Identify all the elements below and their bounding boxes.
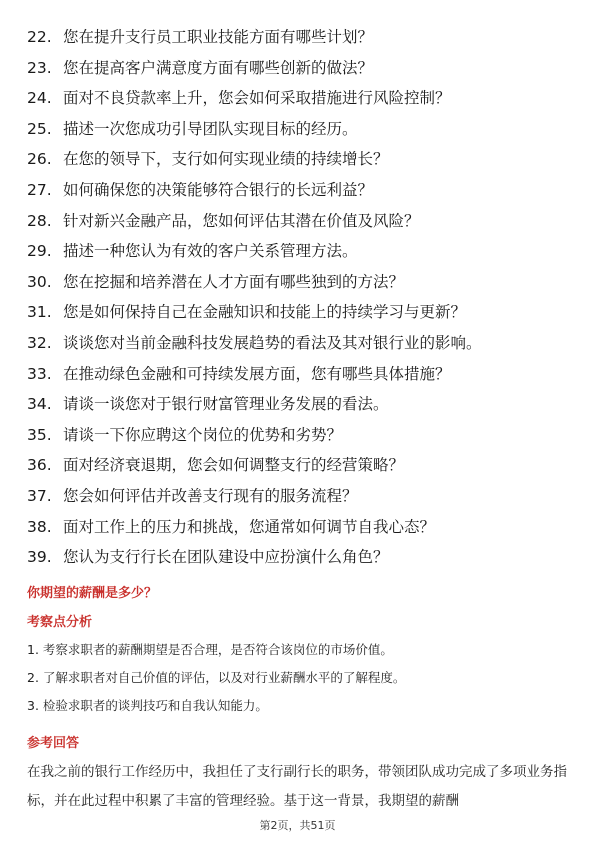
- question-number: 35.: [27, 425, 52, 444]
- question-number: 24.: [27, 89, 52, 108]
- question-number: 39.: [27, 548, 52, 567]
- question-text: 您在提升支行员工职业技能方面有哪些计划？: [63, 28, 374, 46]
- question-list: [27, 26, 572, 577]
- question-item: [27, 393, 572, 424]
- question-item: [27, 363, 572, 394]
- question-number: 23.: [27, 58, 52, 77]
- question-text: 请谈一下你应聘这个岗位的优势和劣势？: [63, 425, 343, 444]
- points-list: [27, 641, 405, 725]
- question-text: 您认为支行行长在团队建设中应扮演什么角色？: [63, 548, 389, 567]
- answer-heading: 参考回答: [27, 736, 80, 751]
- question-item: [27, 179, 572, 210]
- question-text: 您会如何评估并改善支行现有的服务流程？: [63, 486, 358, 505]
- question-item: [27, 118, 572, 149]
- question-number: 27.: [27, 180, 52, 199]
- question-number: 34.: [27, 395, 52, 414]
- question-number: 29.: [27, 242, 52, 261]
- question-text: 如何确保您的决策能够符合银行的长远利益？: [63, 180, 374, 199]
- question-item: [27, 210, 572, 241]
- question-item: [27, 516, 572, 547]
- highlight-question: 你期望的薪酬是多少？: [27, 586, 158, 601]
- question-number: 37.: [27, 486, 52, 505]
- question-item: [27, 454, 572, 485]
- question-number: 26.: [27, 150, 52, 169]
- question-item: [27, 148, 572, 179]
- question-item: [27, 546, 572, 577]
- points-heading: 考察点分析: [27, 615, 93, 630]
- question-item: [27, 271, 572, 302]
- question-item: [27, 26, 572, 57]
- point-item: 3. 检验求职者的谈判技巧和自我认知能力。: [27, 698, 268, 713]
- question-item: [27, 424, 572, 455]
- question-text: 在您的领导下，支行如何实现业绩的持续增长？: [63, 150, 389, 169]
- question-text: 针对新兴金融产品，您如何评估其潜在价值及风险？: [63, 211, 420, 230]
- point-item: 2. 了解求职者对自己价值的评估，以及对行业薪酬水平的了解程度。: [27, 670, 406, 685]
- question-item: [27, 240, 572, 271]
- question-text: 在推动绿色金融和可持续发展方面，您有哪些具体措施？: [63, 364, 451, 383]
- question-text: 面对不良贷款率上升，您会如何采取措施进行风险控制？: [63, 89, 451, 108]
- question-item: [27, 332, 572, 363]
- question-item: [27, 57, 572, 88]
- question-text: 面对工作上的压力和挑战，您通常如何调节自我心态？: [63, 517, 436, 536]
- question-number: 25.: [27, 119, 52, 138]
- question-text: 请谈一谈您对于银行财富管理业务发展的看法。: [63, 395, 389, 414]
- question-text: 您在挖掘和培养潜在人才方面有哪些独到的方法？: [63, 272, 405, 291]
- question-number: 31.: [27, 303, 52, 322]
- question-number: 33.: [27, 364, 52, 383]
- question-text: 描述一次您成功引导团队实现目标的经历。: [63, 119, 358, 138]
- question-number: 32.: [27, 333, 52, 352]
- question-item: [27, 485, 572, 516]
- question-text: 面对经济衰退期，您会如何调整支行的经营策略？: [63, 456, 405, 475]
- question-number: 22.: [27, 28, 52, 46]
- answer-paragraph: 在我之前的银行工作经历中，我担任了支行副行长的职务，带领团队成功完成了多项业务指标，并在此过程中积累了丰富的管理经验。基于这一背景，我期望的薪酬: [27, 764, 567, 809]
- point-item: 1. 考察求职者的薪酬期望是否合理，是否符合该岗位的市场价值。: [27, 642, 393, 657]
- question-text: 您是如何保持自己在金融知识和技能上的持续学习与更新？: [63, 303, 467, 322]
- page-footer: 第2页，共51页: [259, 819, 336, 832]
- question-text: 谈谈您对当前金融科技发展趋势的看法及其对银行业的影响。: [63, 333, 482, 352]
- question-item: [27, 87, 572, 118]
- question-number: 30.: [27, 272, 52, 291]
- question-text: 您在提高客户满意度方面有哪些创新的做法？: [63, 58, 374, 77]
- question-item: [27, 301, 572, 332]
- question-number: 38.: [27, 517, 52, 536]
- question-text: 描述一种您认为有效的客户关系管理方法。: [63, 242, 358, 261]
- question-number: 36.: [27, 456, 52, 475]
- question-number: 28.: [27, 211, 52, 230]
